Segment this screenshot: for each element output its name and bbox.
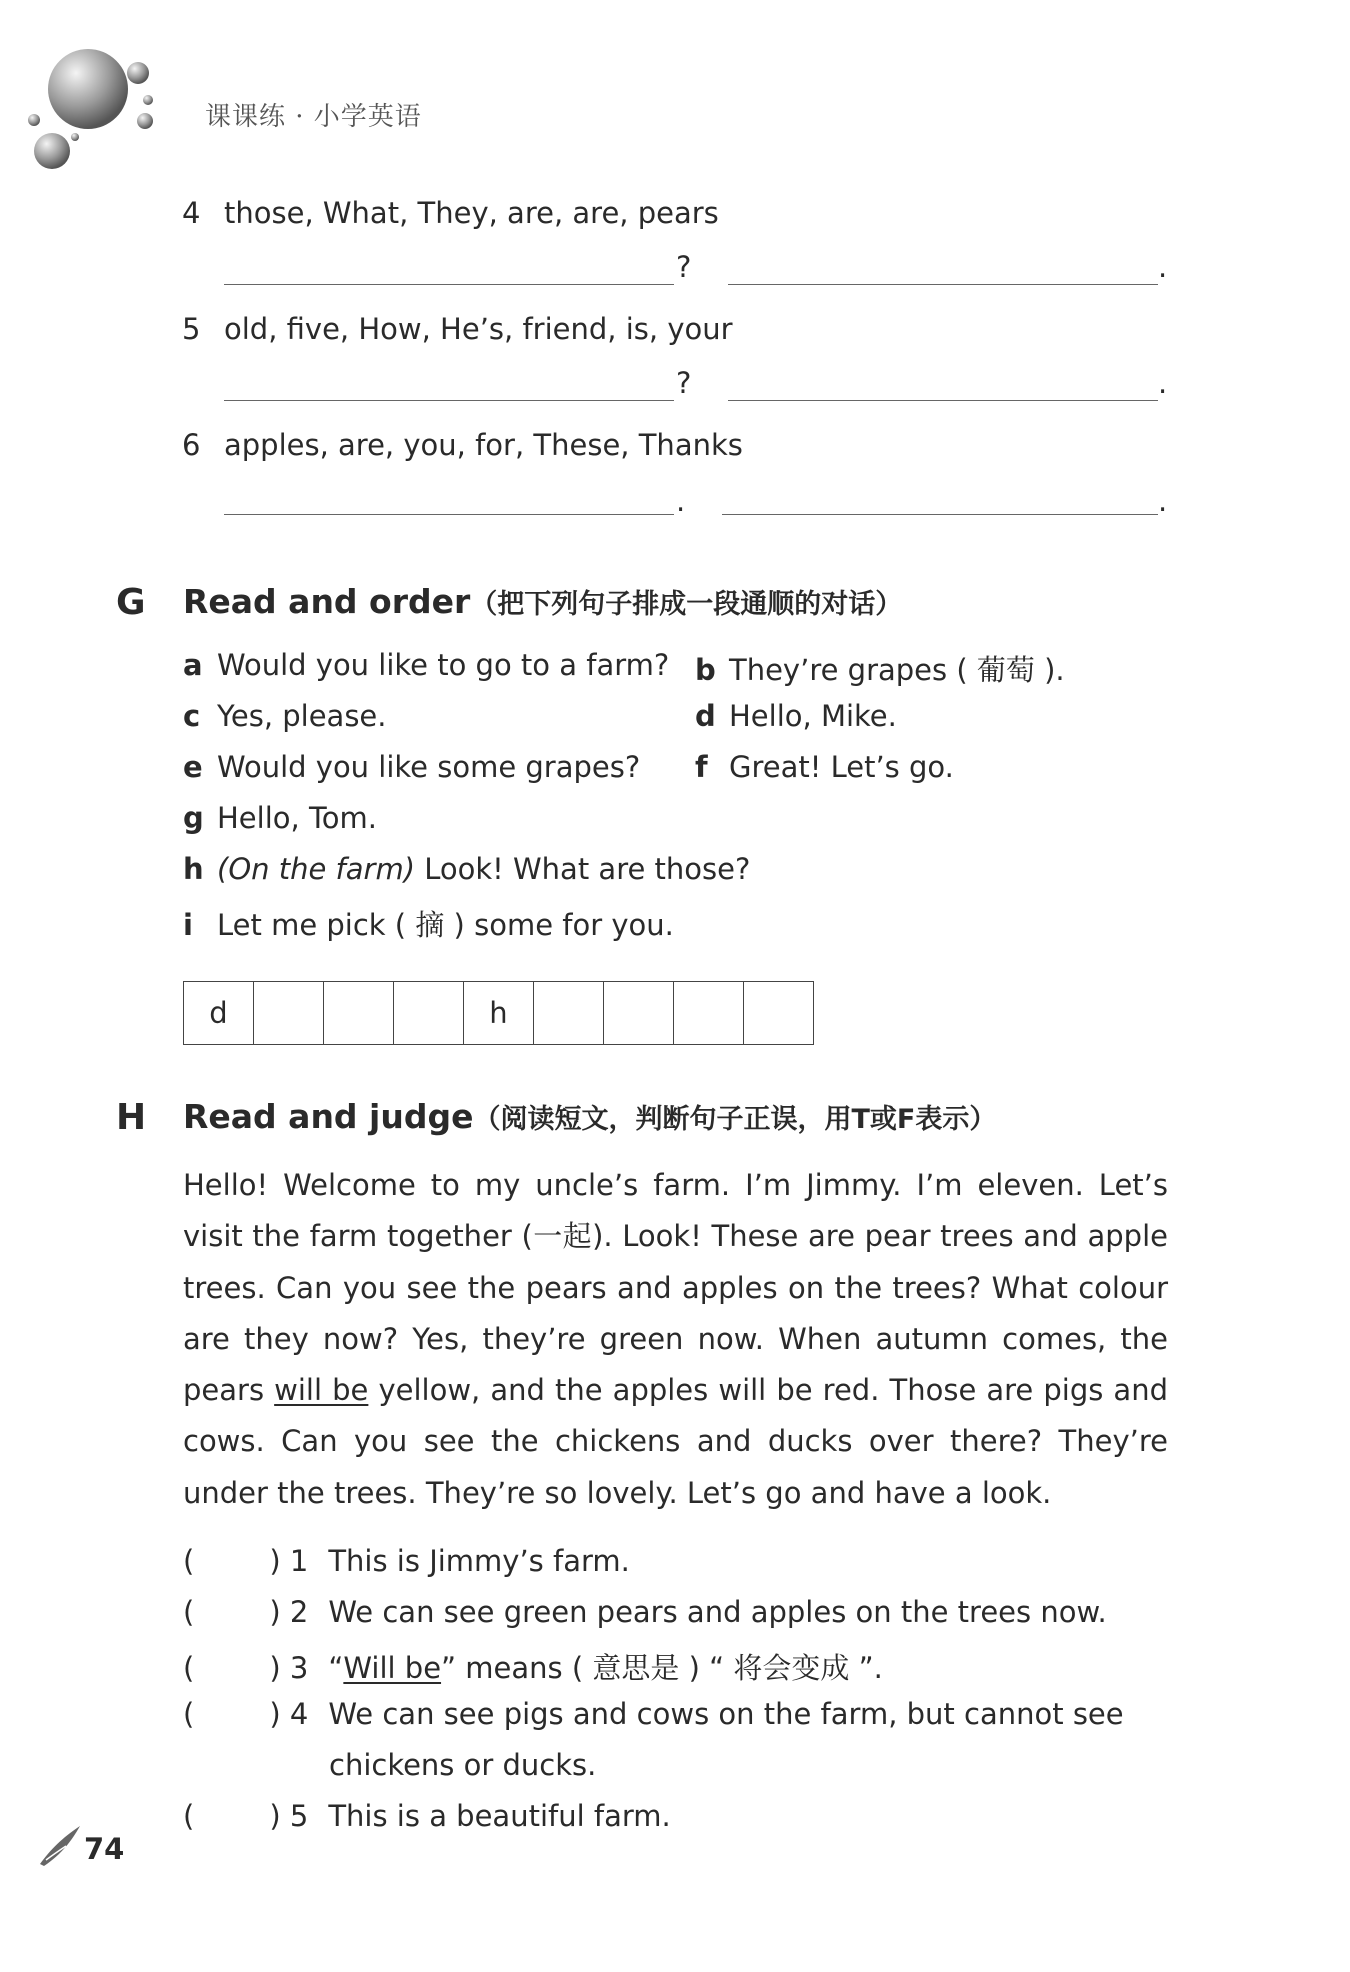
section-h-letter: H [116, 1097, 147, 1138]
answer-line[interactable] [722, 514, 1158, 515]
option-c: c Yes, please. [183, 699, 387, 733]
answer-box[interactable] [604, 982, 674, 1044]
bubbles-decoration-icon [20, 45, 170, 175]
option-b: b They’re grapes ( 葡萄 ). [695, 653, 1065, 687]
answer-box[interactable] [674, 982, 744, 1044]
option-a: a Would you like to go to a farm? [183, 648, 670, 682]
answer-line[interactable] [224, 284, 674, 285]
answer-line[interactable] [224, 514, 674, 515]
statement-3: ( ) 3 “Will be” means ( 意思是 ) “ 将会变成 ”. [183, 1651, 883, 1685]
option-g: g Hello, Tom. [183, 801, 377, 835]
item-6-words: 6 apples, are, you, for, These, Thanks [182, 428, 743, 462]
answer-box[interactable]: h [464, 982, 534, 1044]
statement-2: ( ) 2 We can see green pears and apples on the trees now. [183, 1595, 1107, 1629]
punctuation: ? [676, 366, 692, 400]
option-e: e Would you like some grapes? [183, 750, 641, 784]
item-4-words: 4 those, What, They, are, are, pears [182, 196, 719, 230]
answer-box[interactable]: d [184, 982, 254, 1044]
answer-line[interactable] [728, 284, 1158, 285]
statement-1: ( ) 1 This is Jimmy’s farm. [183, 1544, 630, 1578]
punctuation: . [676, 484, 686, 518]
punctuation: ? [676, 250, 692, 284]
section-g-letter: G [116, 582, 146, 623]
answer-line[interactable] [728, 400, 1158, 401]
reading-passage: Hello! Welcome to my uncle’s farm. I’m Jimmy. I’m eleven. Let’s visit the farm together (一起). Look! These are pear trees and apple trees. Can you see the pears and apples on the trees? What colour are they now? Yes, they’re green now. When autumn comes, the pears will be yellow, and the apples will be red. Those are pigs and cows. Can you see the chickens and ducks over there? They’re under the trees. They’re so lovely. Let’s go and have a look. [183, 1168, 1168, 1510]
punctuation: . [1158, 366, 1168, 400]
statement-5: ( ) 5 This is a beautiful farm. [183, 1799, 671, 1833]
punctuation: . [1158, 250, 1168, 284]
section-g-title: Read and order（把下列句子排成一段通顺的对话） [183, 582, 903, 621]
answer-box[interactable] [324, 982, 394, 1044]
option-f: f Great! Let’s go. [695, 750, 954, 784]
option-d: d Hello, Mike. [695, 699, 897, 733]
statement-4-line2: chickens or ducks. [329, 1748, 597, 1782]
answer-box[interactable] [254, 982, 324, 1044]
answer-line[interactable] [224, 400, 674, 401]
book-title: 课课练 · 小学英语 [205, 102, 422, 132]
item-5-words: 5 old, five, How, He’s, friend, is, your [182, 312, 733, 346]
answer-box[interactable] [534, 982, 604, 1044]
statement-4: ( ) 4 We can see pigs and cows on the farm, but cannot see [183, 1697, 1124, 1731]
answer-box[interactable] [744, 982, 813, 1044]
order-answer-boxes [183, 981, 814, 1045]
section-h-title: Read and judge（阅读短文，判断句子正误，用T或F表示） [183, 1097, 997, 1136]
leaf-icon [36, 1820, 86, 1870]
punctuation: . [1158, 484, 1168, 518]
option-h: h (On the farm) Look! What are those? [183, 852, 751, 886]
page-number: 74 [84, 1832, 125, 1866]
option-i: i Let me pick ( 摘 ) some for you. [183, 908, 674, 942]
answer-box[interactable] [394, 982, 464, 1044]
